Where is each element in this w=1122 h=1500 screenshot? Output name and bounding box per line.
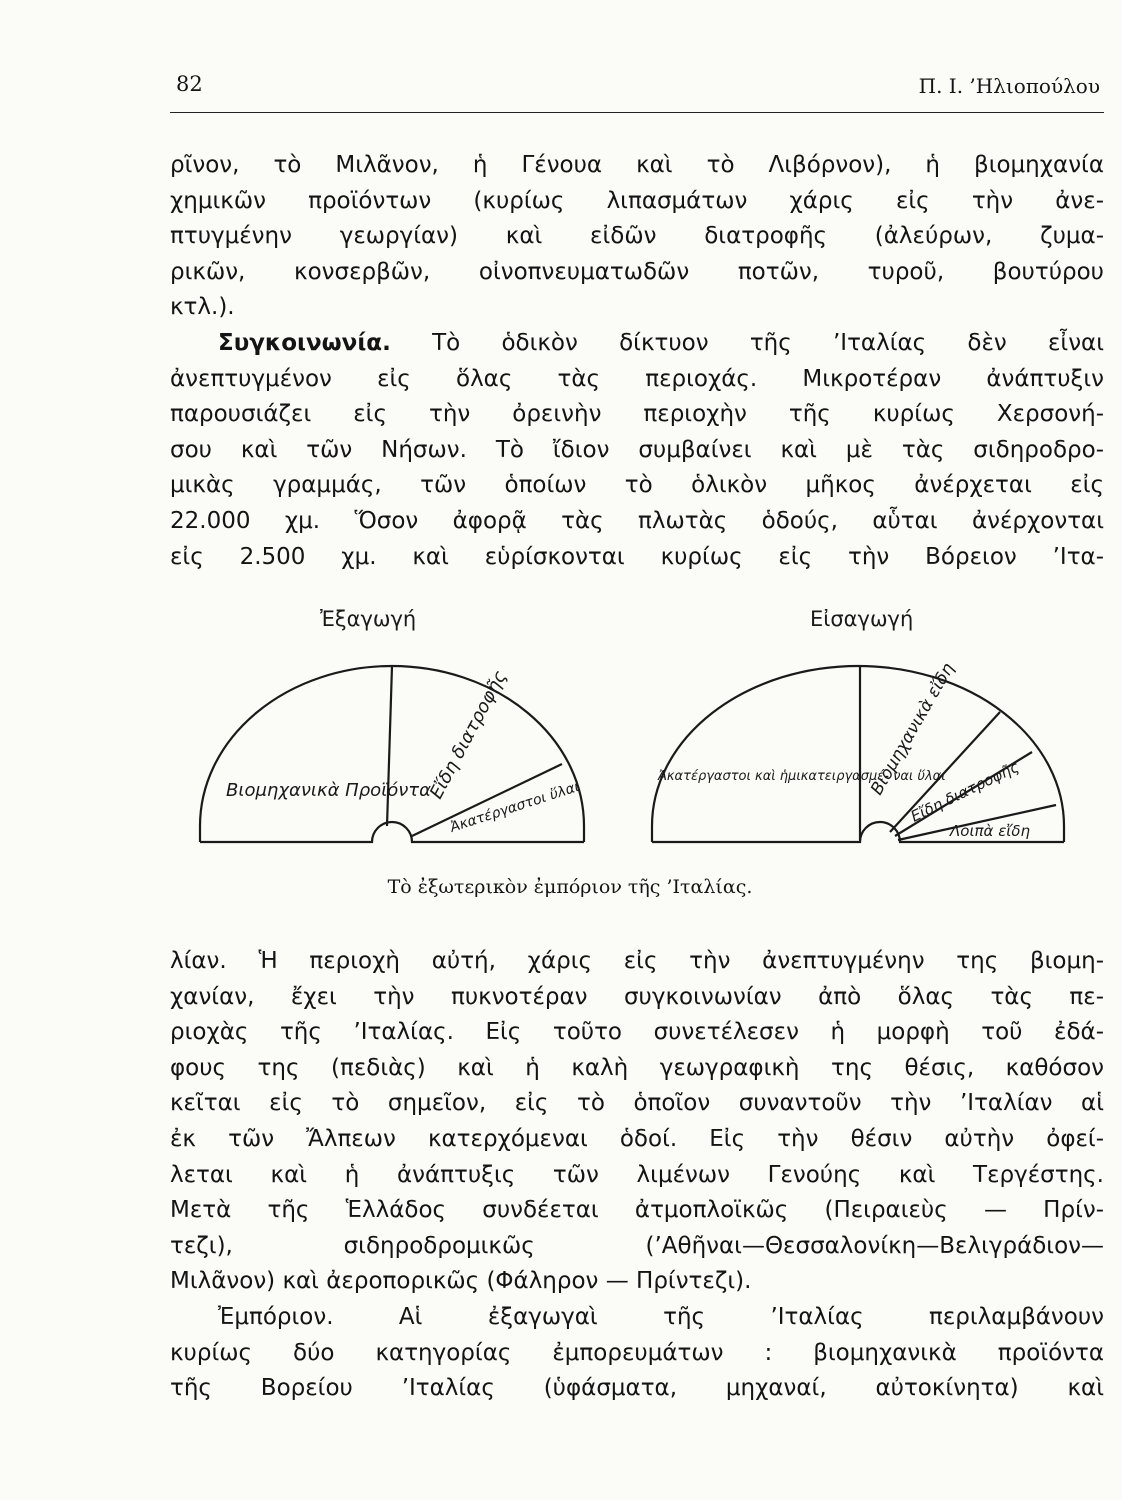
import-label-other: Λοιπὰ εἴδη (950, 822, 1031, 840)
export-title: Ἐξαγωγή (320, 607, 417, 631)
import-label-raw: Ἀκατέργαστοι καὶ ἡμικατειργασμέ- ναι ὕλαι (658, 769, 946, 784)
foreign-trade-figure (190, 600, 1090, 920)
text-line: μικὰς γραμμάς, τῶν ὁποίων τὸ ὁλικὸν μῆκος ἀνέρχεται εἰς (170, 472, 1104, 499)
text-line: κεῖται εἰς τὸ σημεῖον, εἰς τὸ ὁποῖον συναντοῦν τὴν ’Ιταλίαν αἱ (170, 1090, 1104, 1117)
text-line: ρῖνον, τὸ Μιλᾶνον, ἡ Γένουα καὶ τὸ Λιβόρνον), ἡ βιομηχανία (170, 152, 1104, 178)
text-line: ριοχὰς τῆς ’Ιταλίας. Εἰς τοῦτο συνετέλεσεν ἡ μορφὴ τοῦ ἐδά- (170, 1019, 1104, 1046)
paragraph-middle (170, 944, 1104, 1300)
paragraph-trade (170, 1300, 1104, 1407)
text-line: Μιλᾶνον) καὶ ἀεροπορικῶς (Φάληρον — Πρίντεζι). (170, 1268, 752, 1295)
text-line: χημικῶν προϊόντων (κυρίως λιπασμάτων χάρις εἰς τὴν ἀνε- (170, 187, 1104, 214)
text-line: κυρίως δύο κατηγορίας ἐμπορευμάτων : βιομηχανικὰ προϊόντα (170, 1339, 1104, 1366)
export-label-raw: Ἀκατέργαστοι ὕλαι (448, 778, 582, 836)
text-line: Μετὰ τῆς Ἑλλάδος συνδέεται ἀτμοπλοϊκῶς (Πειραιεὺς — Πρίν- (170, 1197, 1104, 1224)
header-rule (170, 112, 1104, 113)
paragraph-communication (170, 326, 1104, 575)
import-label-food: Εἴδη διατροφῆς (907, 757, 1022, 826)
text-line: παρουσιάζει εἰς τὴν ὀρεινὴν περιοχὴν τῆς κυρίως Χερσονή- (170, 401, 1104, 428)
text-line: πτυγμένην γεωργίαν) καὶ εἰδῶν διατροφῆς (ἀλεύρων, ζυμα- (170, 223, 1104, 250)
export-baseline (200, 822, 584, 842)
running-title: Π. Ι. ’Ηλιοπούλου (918, 74, 1100, 98)
text-line (170, 326, 1104, 362)
text-line: λίαν. Ἡ περιοχὴ αὐτή, χάρις εἰς τὴν ἀνεπτυγμένην της βιομη- (170, 948, 1104, 974)
text-run: Τὸ ὁδικὸν δίκτυον τῆς ’Ιταλίας δὲν εἶναι (390, 330, 1104, 356)
trade-diagrams (190, 600, 1090, 870)
text-line: Ἐμπόριον. Αἱ ἐξαγωγαὶ τῆς ’Ιταλίας περιλαμβάνουν (218, 1304, 1104, 1330)
export-divider-1 (387, 666, 392, 826)
import-semicircle (652, 666, 1064, 842)
page-number: 82 (176, 72, 203, 96)
text-line: λεται καὶ ἡ ἀνάπτυξις τῶν λιμένων Γενούης καὶ Τεργέστης. (170, 1161, 1104, 1188)
text-line: φους της (πεδιὰς) καὶ ἡ καλὴ γεωγραφικὴ της θέσις, καθόσον (170, 1054, 1104, 1081)
import-label-industrial: Βιομηχανικὰ εἴδη (867, 659, 959, 799)
text-line: σου καὶ τῶν Νήσων. Τὸ ἴδιον συμβαίνει καὶ μὲ τὰς σιδηροδρο- (170, 436, 1104, 463)
text-line: ρικῶν, κονσερβῶν, οἰνοπνευματωδῶν ποτῶν, τυροῦ, βουτύρου (170, 258, 1104, 285)
text-line: τῆς Βορείου ’Ιταλίας (ὑφάσματα, μηχαναί, αὐτοκίνητα) καὶ (170, 1375, 1104, 1402)
export-label-industrial-line1: Βιομηχανικὰ Προϊόντα (226, 780, 432, 801)
text-line: κτλ.). (170, 294, 235, 321)
text-line: χανίαν, ἔχει τὴν πυκνοτέραν συγκοινωνίαν ἀπὸ ὅλας τὰς πε- (170, 983, 1104, 1010)
section-heading-communication: Συγκοινωνία. (218, 330, 391, 356)
text-line: τεζι), σιδηροδρομικῶς (’Αθῆναι—Θεσσαλονίκη—Βελιγράδιον— (170, 1232, 1104, 1259)
import-title: Εἰσαγωγή (810, 607, 914, 631)
text-line: εἰς 2.500 χμ. καὶ εὑρίσκονται κυρίως εἰς τὴν Βόρειον ’Ιτα- (170, 543, 1104, 570)
text-line: ἀνεπτυγμένον εἰς ὅλας τὰς περιοχάς. Μικροτέραν ἀνάπτυξιν (170, 365, 1104, 392)
export-label-food: Εἴδη διατροφῆς (425, 667, 511, 803)
text-line: 22.000 χμ. Ὅσον ἀφορᾷ τὰς πλωτὰς ὁδούς, αὗται ἀνέρχονται (170, 507, 1104, 534)
figure-caption: Τὸ ἐξωτερικὸν ἐμπόριον τῆς ’Ιταλίας. (387, 876, 753, 898)
text-line: ἐκ τῶν Ἄλπεων κατερχόμεναι ὁδοί. Εἰς τὴν θέσιν αὐτὴν ὀφεί- (170, 1125, 1104, 1152)
paragraph-top (170, 148, 1104, 326)
